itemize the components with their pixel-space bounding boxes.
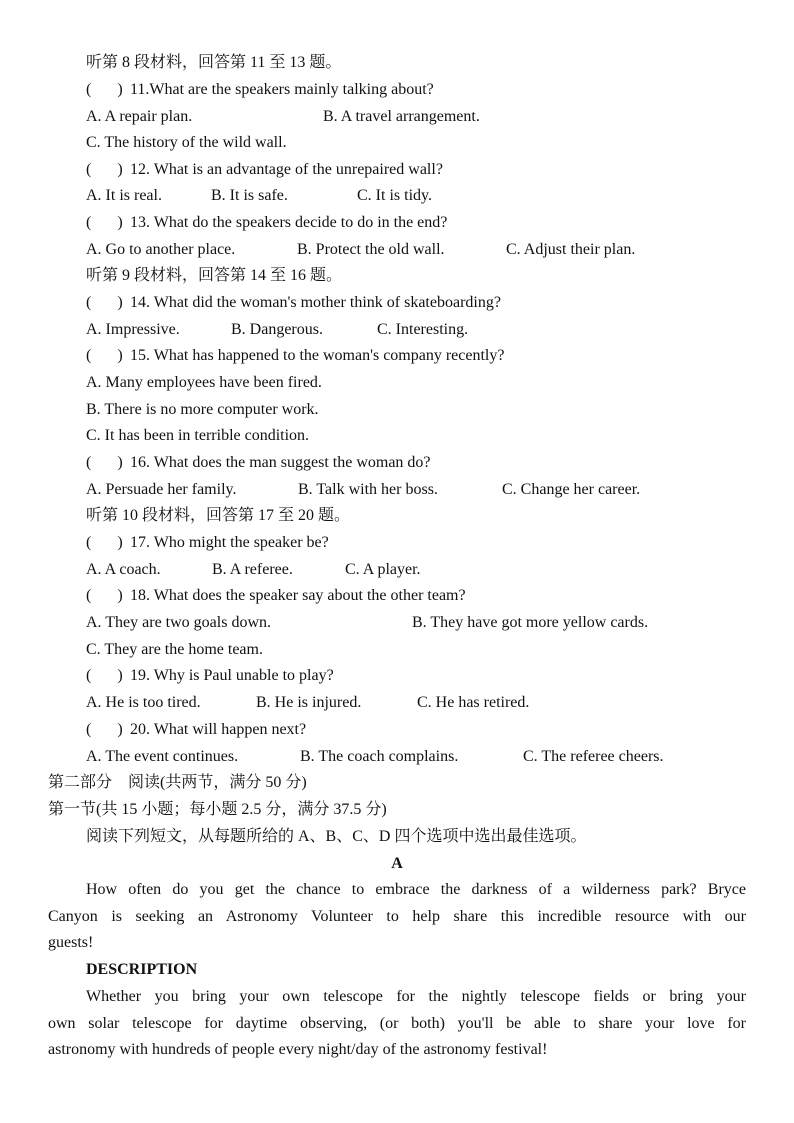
answer-blank: ( ): [86, 667, 123, 684]
option-b: B. Protect the old wall.: [297, 241, 445, 258]
question-20: [86, 717, 306, 743]
answer-blank: ( ): [86, 454, 123, 471]
option-a: A. He is too tired.: [86, 694, 201, 711]
option-b: B. They have got more yellow cards.: [412, 614, 649, 631]
option-c: C. A player.: [345, 561, 421, 578]
paragraph-line: How often do you get the chance to embrace the darkness of a wilderness park? Bryce: [86, 881, 746, 898]
section-9-header: 听第 9 段材料，回答第 14 至 16 题。: [86, 267, 343, 284]
question-text: 12. What is an advantage of the unrepaired wall?: [130, 161, 443, 178]
option-a: A. Go to another place.: [86, 241, 236, 258]
passage-paragraph-1: [48, 877, 746, 957]
option-a: A. A coach.: [86, 561, 161, 578]
instruction: 阅读下列短文，从每题所给的 A、B、C、D 四个选项中选出最佳选项。: [86, 828, 587, 845]
option-a: A. They are two goals down.: [86, 614, 271, 631]
question-text: 16. What does the man suggest the woman do?: [130, 454, 431, 471]
section-10-header: 听第 10 段材料，回答第 17 至 20 题。: [86, 507, 351, 524]
option-c: C. Change her career.: [502, 481, 641, 498]
question-17: [86, 530, 329, 556]
question-11: [86, 77, 434, 103]
passage-label: A: [391, 855, 403, 872]
answer-blank: ( ): [86, 214, 123, 231]
answer-blank: ( ): [86, 161, 123, 178]
option-b: B. A referee.: [212, 561, 293, 578]
question-16: [86, 450, 431, 476]
question-text: 17. Who might the speaker be?: [130, 534, 329, 551]
question-text: 13. What do the speakers decide to do in the end?: [130, 214, 448, 231]
paragraph-line: Canyon is seeking an Astronomy Volunteer to help share this incredible resource with our: [48, 907, 746, 925]
section-1-title: 第一节(共 15 小题；每小题 2.5 分，满分 37.5 分): [48, 801, 387, 818]
passage-paragraph-2: [48, 984, 746, 1064]
option-a: A. Impressive.: [86, 321, 180, 338]
answer-blank: ( ): [86, 347, 123, 364]
question-text: 19. Why is Paul unable to play?: [130, 667, 334, 684]
answer-blank: ( ): [86, 294, 123, 311]
option-b: B. The coach complains.: [300, 748, 459, 765]
option-c: C. He has retired.: [417, 694, 530, 711]
option-c: C. Interesting.: [377, 321, 469, 338]
option-c: C. Adjust their plan.: [506, 241, 636, 258]
option-a: A. Many employees have been fired.: [86, 374, 322, 391]
option-c: C. The history of the wild wall.: [86, 134, 287, 151]
section-8-header: 听第 8 段材料，回答第 11 至 13 题。: [86, 54, 342, 71]
paragraph-line: guests!: [48, 934, 94, 952]
option-a: A. Persuade her family.: [86, 481, 237, 498]
part-2-title: 第二部分 阅读(共两节，满分 50 分): [48, 774, 307, 791]
option-a: A. A repair plan.: [86, 108, 193, 125]
paragraph-line: Whether you bring your own telescope for the nightly telescope fields or bring your: [86, 988, 746, 1005]
option-b: B. It is safe.: [211, 187, 288, 204]
question-19: [86, 663, 334, 689]
question-text: 15. What has happened to the woman's company recently?: [130, 347, 505, 364]
option-b: B. He is injured.: [256, 694, 362, 711]
option-c: C. It has been in terrible condition.: [86, 427, 310, 444]
option-b: B. Talk with her boss.: [298, 481, 438, 498]
option-b: B. A travel arrangement.: [323, 108, 480, 125]
option-c: C. They are the home team.: [86, 641, 263, 658]
question-12: [86, 157, 443, 183]
answer-blank: ( ): [86, 587, 123, 604]
question-text: 20. What will happen next?: [130, 721, 307, 738]
question-13: [86, 210, 447, 236]
option-b: B. There is no more computer work.: [86, 401, 319, 418]
description-heading: DESCRIPTION: [86, 961, 198, 978]
option-a: A. The event continues.: [86, 748, 239, 765]
paragraph-line: own solar telescope for daytime observing, (or both) you'll be able to share your love for: [48, 1014, 746, 1032]
answer-blank: ( ): [86, 534, 123, 551]
answer-blank: ( ): [86, 721, 123, 738]
paragraph-line: astronomy with hundreds of people every night/day of the astronomy festival!: [48, 1041, 548, 1059]
question-15: [86, 343, 504, 369]
answer-blank: ( ): [86, 81, 123, 98]
question-18: [86, 583, 466, 609]
option-c: C. The referee cheers.: [523, 748, 664, 765]
question-text: 14. What did the woman's mother think of skateboarding?: [130, 294, 501, 311]
question-text: 18. What does the speaker say about the other team?: [130, 587, 466, 604]
question-text: 11.What are the speakers mainly talking about?: [130, 81, 434, 98]
option-c: C. It is tidy.: [357, 187, 432, 204]
option-a: A. It is real.: [86, 187, 162, 204]
option-b: B. Dangerous.: [231, 321, 323, 338]
question-14: [86, 290, 501, 316]
